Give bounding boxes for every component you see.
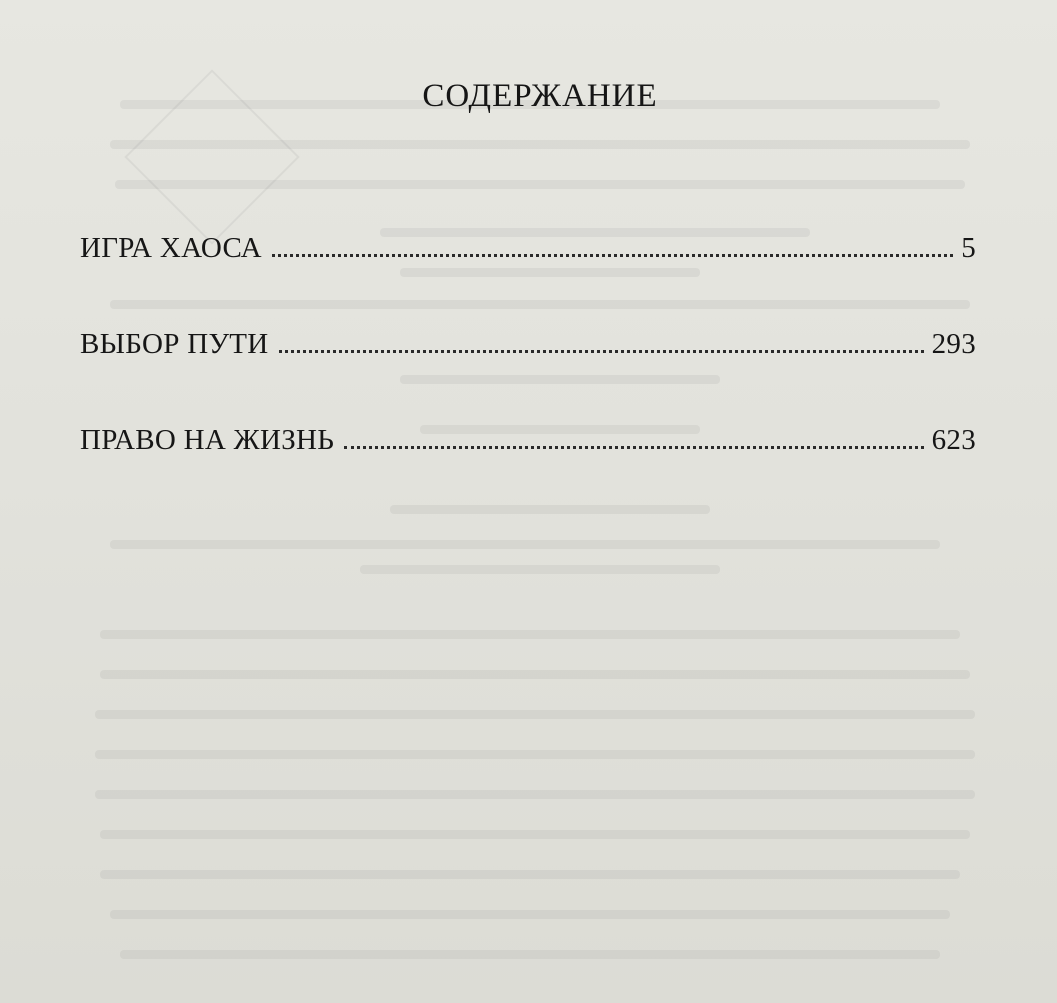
toc-entry-page: 293 [931, 328, 976, 360]
dot-leader [344, 445, 923, 449]
dot-leader [272, 253, 953, 257]
toc-entry-page: 623 [931, 424, 976, 456]
toc-entry[interactable] [80, 424, 976, 474]
toc-entry[interactable] [80, 328, 976, 378]
toc-entry[interactable] [80, 232, 976, 282]
toc-entry-title: ИГРА ХАОСА [80, 232, 262, 264]
toc-entry-title: ВЫБОР ПУТИ [80, 328, 269, 360]
table-of-contents [80, 232, 976, 520]
toc-entry-title: ПРАВО НА ЖИЗНЬ [80, 424, 335, 456]
dot-leader [279, 349, 924, 353]
toc-entry-page: 5 [961, 232, 976, 264]
contents-heading: СОДЕРЖАНИЕ [422, 78, 658, 114]
